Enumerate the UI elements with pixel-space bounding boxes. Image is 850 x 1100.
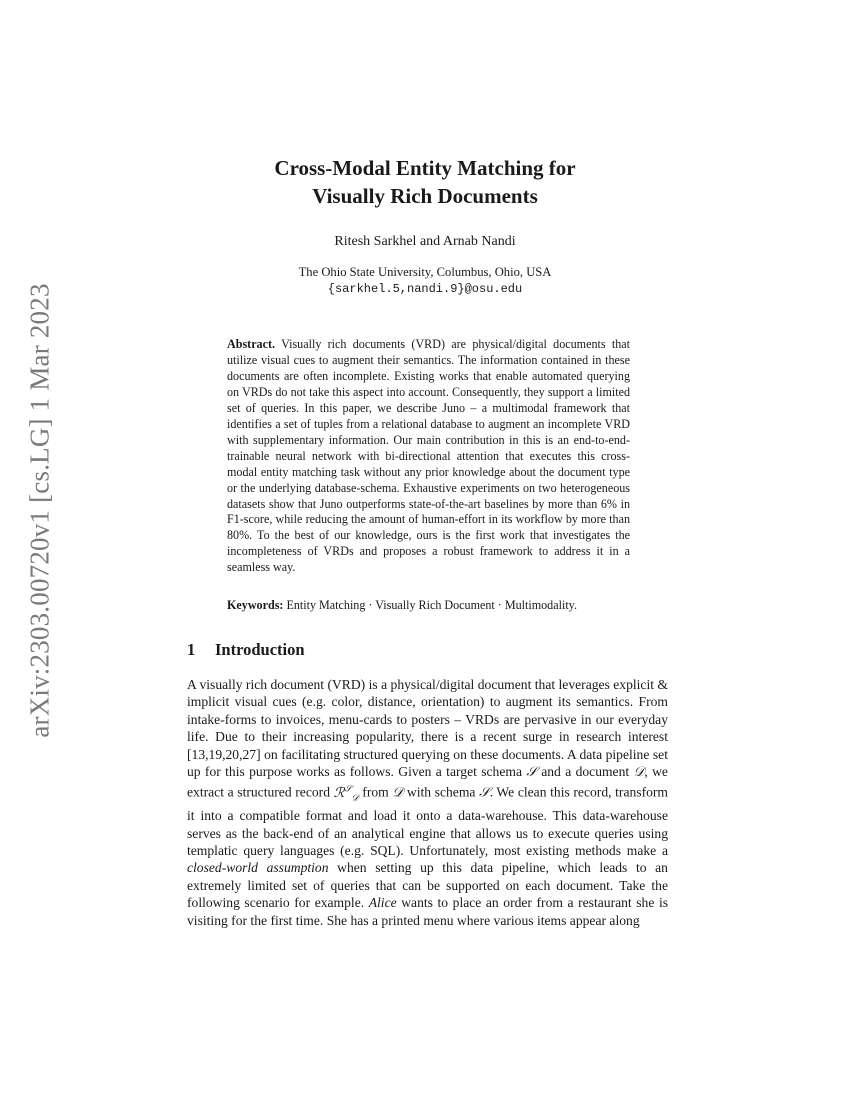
symbol-record-sup: 𝒮 — [344, 783, 352, 794]
introduction-paragraph — [187, 676, 668, 929]
intro-text-3: , we extract a structured record — [187, 764, 668, 800]
intro-text-8: wants to place an order from a restaurant she is visiting for the first time. She has a printed menu where various items appear along — [187, 895, 669, 928]
title-line-2: Visually Rich Documents — [312, 184, 538, 208]
symbol-record-base: ℛ — [333, 784, 345, 800]
affiliation-block — [0, 264, 850, 298]
intro-text-4: from — [362, 784, 389, 800]
intro-text-2: and a document — [541, 764, 630, 780]
abstract-text: Visually rich documents (VRD) are physical/digital documents that utilize visual cues to augment their semantics. The information contained in these documents are often incomplete. Existing works that enable automated querying on VRDs do not take this aspect into account. Consequently, they support a limited set of queries. In this paper, we describe Juno – a multimodal framework that identifies a set of tuples from a relational database to augment an incomplete VRD with supplementary information. Our main contribution in this is an end-to-end-trainable neural network with bi-directional attention that executes this cross-modal entity matching task without any prior knowledge about the document type or the underlying database-schema. Exhaustive experiments on two heterogeneous datasets show that Juno outperforms state-of-the-art baselines by more than 6% in F1-score, while reducing the amount of human-effort in its workflow by more than 80%. To the best of our knowledge, ours is the first work that investigates the incompleteness of VRDs and proposes a robust framework to address it in a seamless way. — [227, 337, 630, 575]
paper-title — [0, 154, 850, 210]
intro-emphasis-1: closed-world assumption — [187, 860, 329, 876]
symbol-schema: 𝒮 — [526, 764, 537, 780]
intro-text-5: with schema — [406, 784, 476, 800]
symbol-document: 𝒟 — [633, 764, 645, 780]
intro-text-7: when setting up this data pipeline, which leads to an extremely limited set of queries that can be supported on each document. Take the following scenario for example. — [187, 860, 668, 911]
affiliation: The Ohio State University, Columbus, Ohio, USA — [298, 265, 552, 279]
section-number: 1 — [187, 640, 196, 659]
intro-text-1: A visually rich document (VRD) is a physical/digital document that leverages explicit & implicit visual cues (e.g. color, distance, orientation) to augment its semantics. From intake-forms to invoices, menu-cards to posters – VRDs are pervasive in our everyday life. Due to their increasing popularity, there is a recent surge in research interest [13,19,20,27] on facilitating structured querying on these documents. A data pipeline set up for this purpose works as follows. Given a target schema — [187, 677, 668, 780]
keywords-text: Entity Matching · Visually Rich Document · Multimodality. — [286, 598, 577, 612]
authors: Ritesh Sarkhel and Arnab Nandi — [334, 234, 516, 249]
abstract-label: Abstract. — [227, 337, 276, 351]
arxiv-identifier: arXiv:2303.00720v1 [cs.LG] 1 Mar 2023 — [24, 283, 55, 738]
section-title: Introduction — [215, 640, 305, 659]
symbol-record-sub: 𝒟 — [351, 792, 359, 803]
keywords — [227, 597, 630, 613]
intro-text-6: . We clean this record, transform it into a compatible format and load it onto a data-warehouse. This data-warehouse serves as the back-end of an analytical engine that allows us to execute queries using templatic query languages (e.g. SQL). Unfortunately, most existing methods make a — [187, 784, 669, 858]
intro-emphasis-2: Alice — [368, 895, 397, 911]
section-heading — [187, 640, 305, 660]
email: {sarkhel.5,nandi.9}@osu.edu — [327, 282, 523, 296]
abstract — [227, 337, 630, 576]
title-line-1: Cross-Modal Entity Matching for — [274, 156, 576, 180]
keywords-label: Keywords: — [227, 598, 284, 612]
symbol-record — [333, 783, 359, 803]
arxiv-stamp — [22, 268, 58, 753]
symbol-document-2: 𝒟 — [392, 784, 404, 800]
symbol-schema-2: 𝒮 — [479, 784, 490, 800]
